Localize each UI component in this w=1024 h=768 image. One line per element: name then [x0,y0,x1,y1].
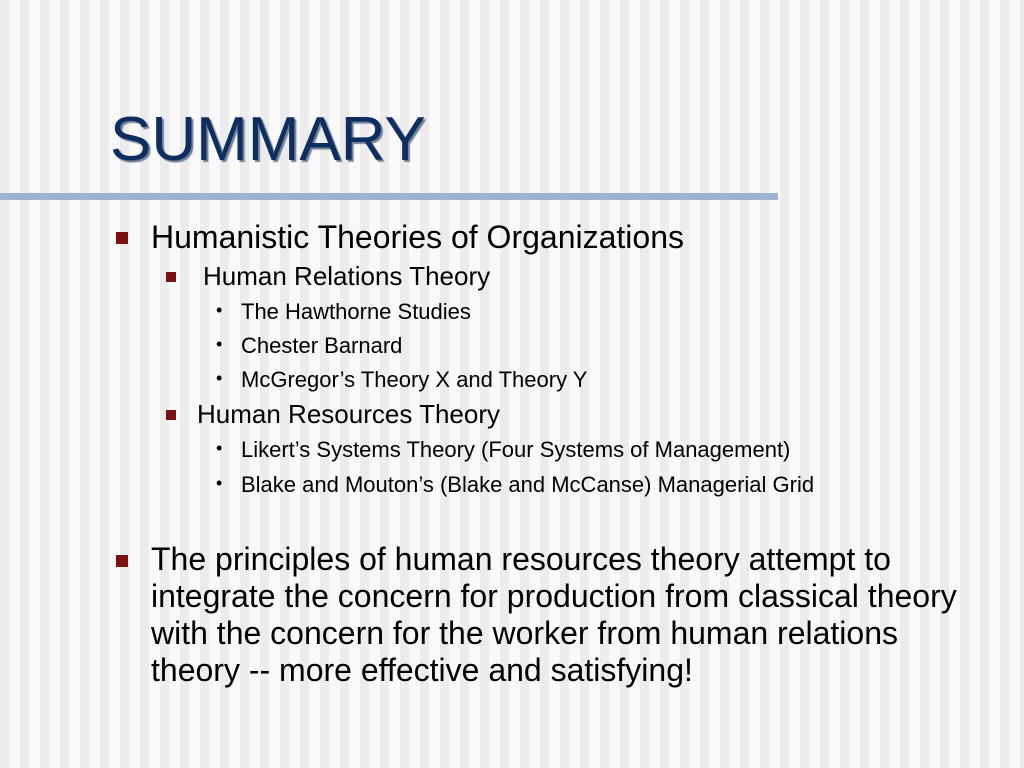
bullet-human-relations-theory: Human Relations Theory [203,261,491,291]
bullet-human-resources-theory: Human Resources Theory [197,399,500,429]
bullet-mcgregor-theory: McGregor’s Theory X and Theory Y [241,367,588,392]
dot-bullet-icon: • [216,368,223,388]
square-bullet-icon [166,272,176,282]
bullet-blake-mouton: Blake and Mouton’s (Blake and McCanse) Managerial Grid [241,472,815,497]
dot-bullet-icon: • [216,473,223,493]
dot-bullet-icon: • [216,438,223,458]
bullet-likert-systems: Likert’s Systems Theory (Four Systems of Management) [241,437,791,462]
title-underline [0,193,778,200]
bullet-principles-paragraph: The principles of human resources theory attempt to integrate the concern for production from classical theory with the concern for the worker from human relations theory -- more effective and satisfying! [151,541,957,688]
square-bullet-icon [166,410,176,420]
square-bullet-icon [116,555,128,567]
slide-title: SUMMARY [110,105,426,174]
bullet-humanistic-theories: Humanistic Theories of Organizations [151,219,684,255]
bullet-chester-barnard: Chester Barnard [241,333,403,358]
dot-bullet-icon: • [216,334,223,354]
square-bullet-icon [116,232,128,244]
dot-bullet-icon: • [216,300,223,320]
bullet-hawthorne-studies: The Hawthorne Studies [241,299,471,324]
